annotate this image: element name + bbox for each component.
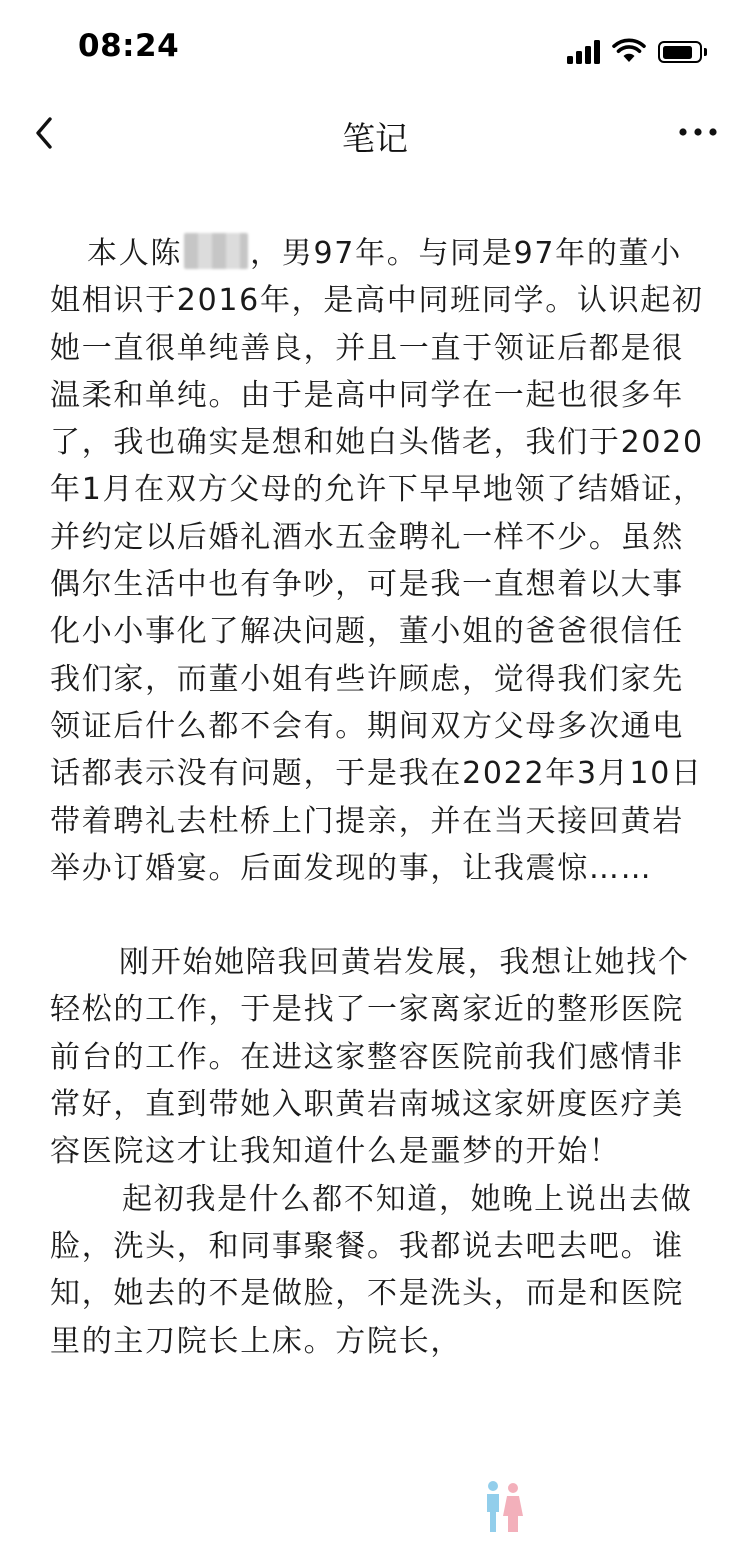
note-body (50, 230, 705, 1365)
cellular-signal-icon (567, 40, 600, 64)
note-paragraph-1 (50, 230, 705, 892)
note-paragraph-1-start: 本人陈 (87, 236, 183, 271)
wifi-icon (612, 38, 646, 64)
status-time: 08:24 (78, 28, 180, 64)
redacted-name (184, 233, 248, 269)
couple-watermark-icon (478, 1478, 528, 1536)
battery-nub (704, 48, 707, 56)
status-bar (0, 0, 750, 90)
note-paragraph-2: 刚开始她陪我回黄岩发展，我想让她找个轻松的工作，于是找了一家离家近的整形医院前台的工作。在进这家整容医院前我们感情非常好，直到带她入职黄岩南城这家妍度医疗美容医院这才让我知道什么是噩梦的开始！ (50, 945, 690, 1170)
more-dots-icon (676, 117, 720, 147)
note-paragraph-3: 起初我是什么都不知道，她晚上说出去做脸，洗头，和同事聚餐。我都说去吧去吧。谁知，她去的不是做脸，不是洗头，而是和医院里的主刀院长上床。方院长， (50, 1181, 693, 1359)
note-paragraph-1-rest: ，男97年。与同是97年的董小姐相识于2016年，是高中同班同学。认识起初她一直很单纯善良，并且一直于领证后都是很温柔和单纯。由于是高中同学在一起也很多年了，我也确实是想和她白头偕老，我们于2020年1月在双方父母的允许下早早地领了结婚证，并约定以后婚礼酒水五金聘礼一样不少。虽然偶尔生活中也有争吵，可是我一直想着以大事化小小事化了解决问题，董小姐的爸爸很信任我们家，而董小姐有些许顾虑，觉得我们家先领证后什么都不会有。期间双方父母多次通电话都表示没有问题，于是我在2022年3月10日带着聘礼去杜桥上门提亲，并在当天接回黄岩举办订婚宴。后面发现的事，让我震惊…… (50, 236, 705, 886)
status-icons (567, 36, 702, 64)
nav-bar (0, 95, 750, 175)
battery-level (663, 46, 692, 59)
more-button[interactable] (676, 117, 720, 147)
battery-icon (658, 41, 702, 63)
page-title: 笔记 (342, 119, 408, 158)
